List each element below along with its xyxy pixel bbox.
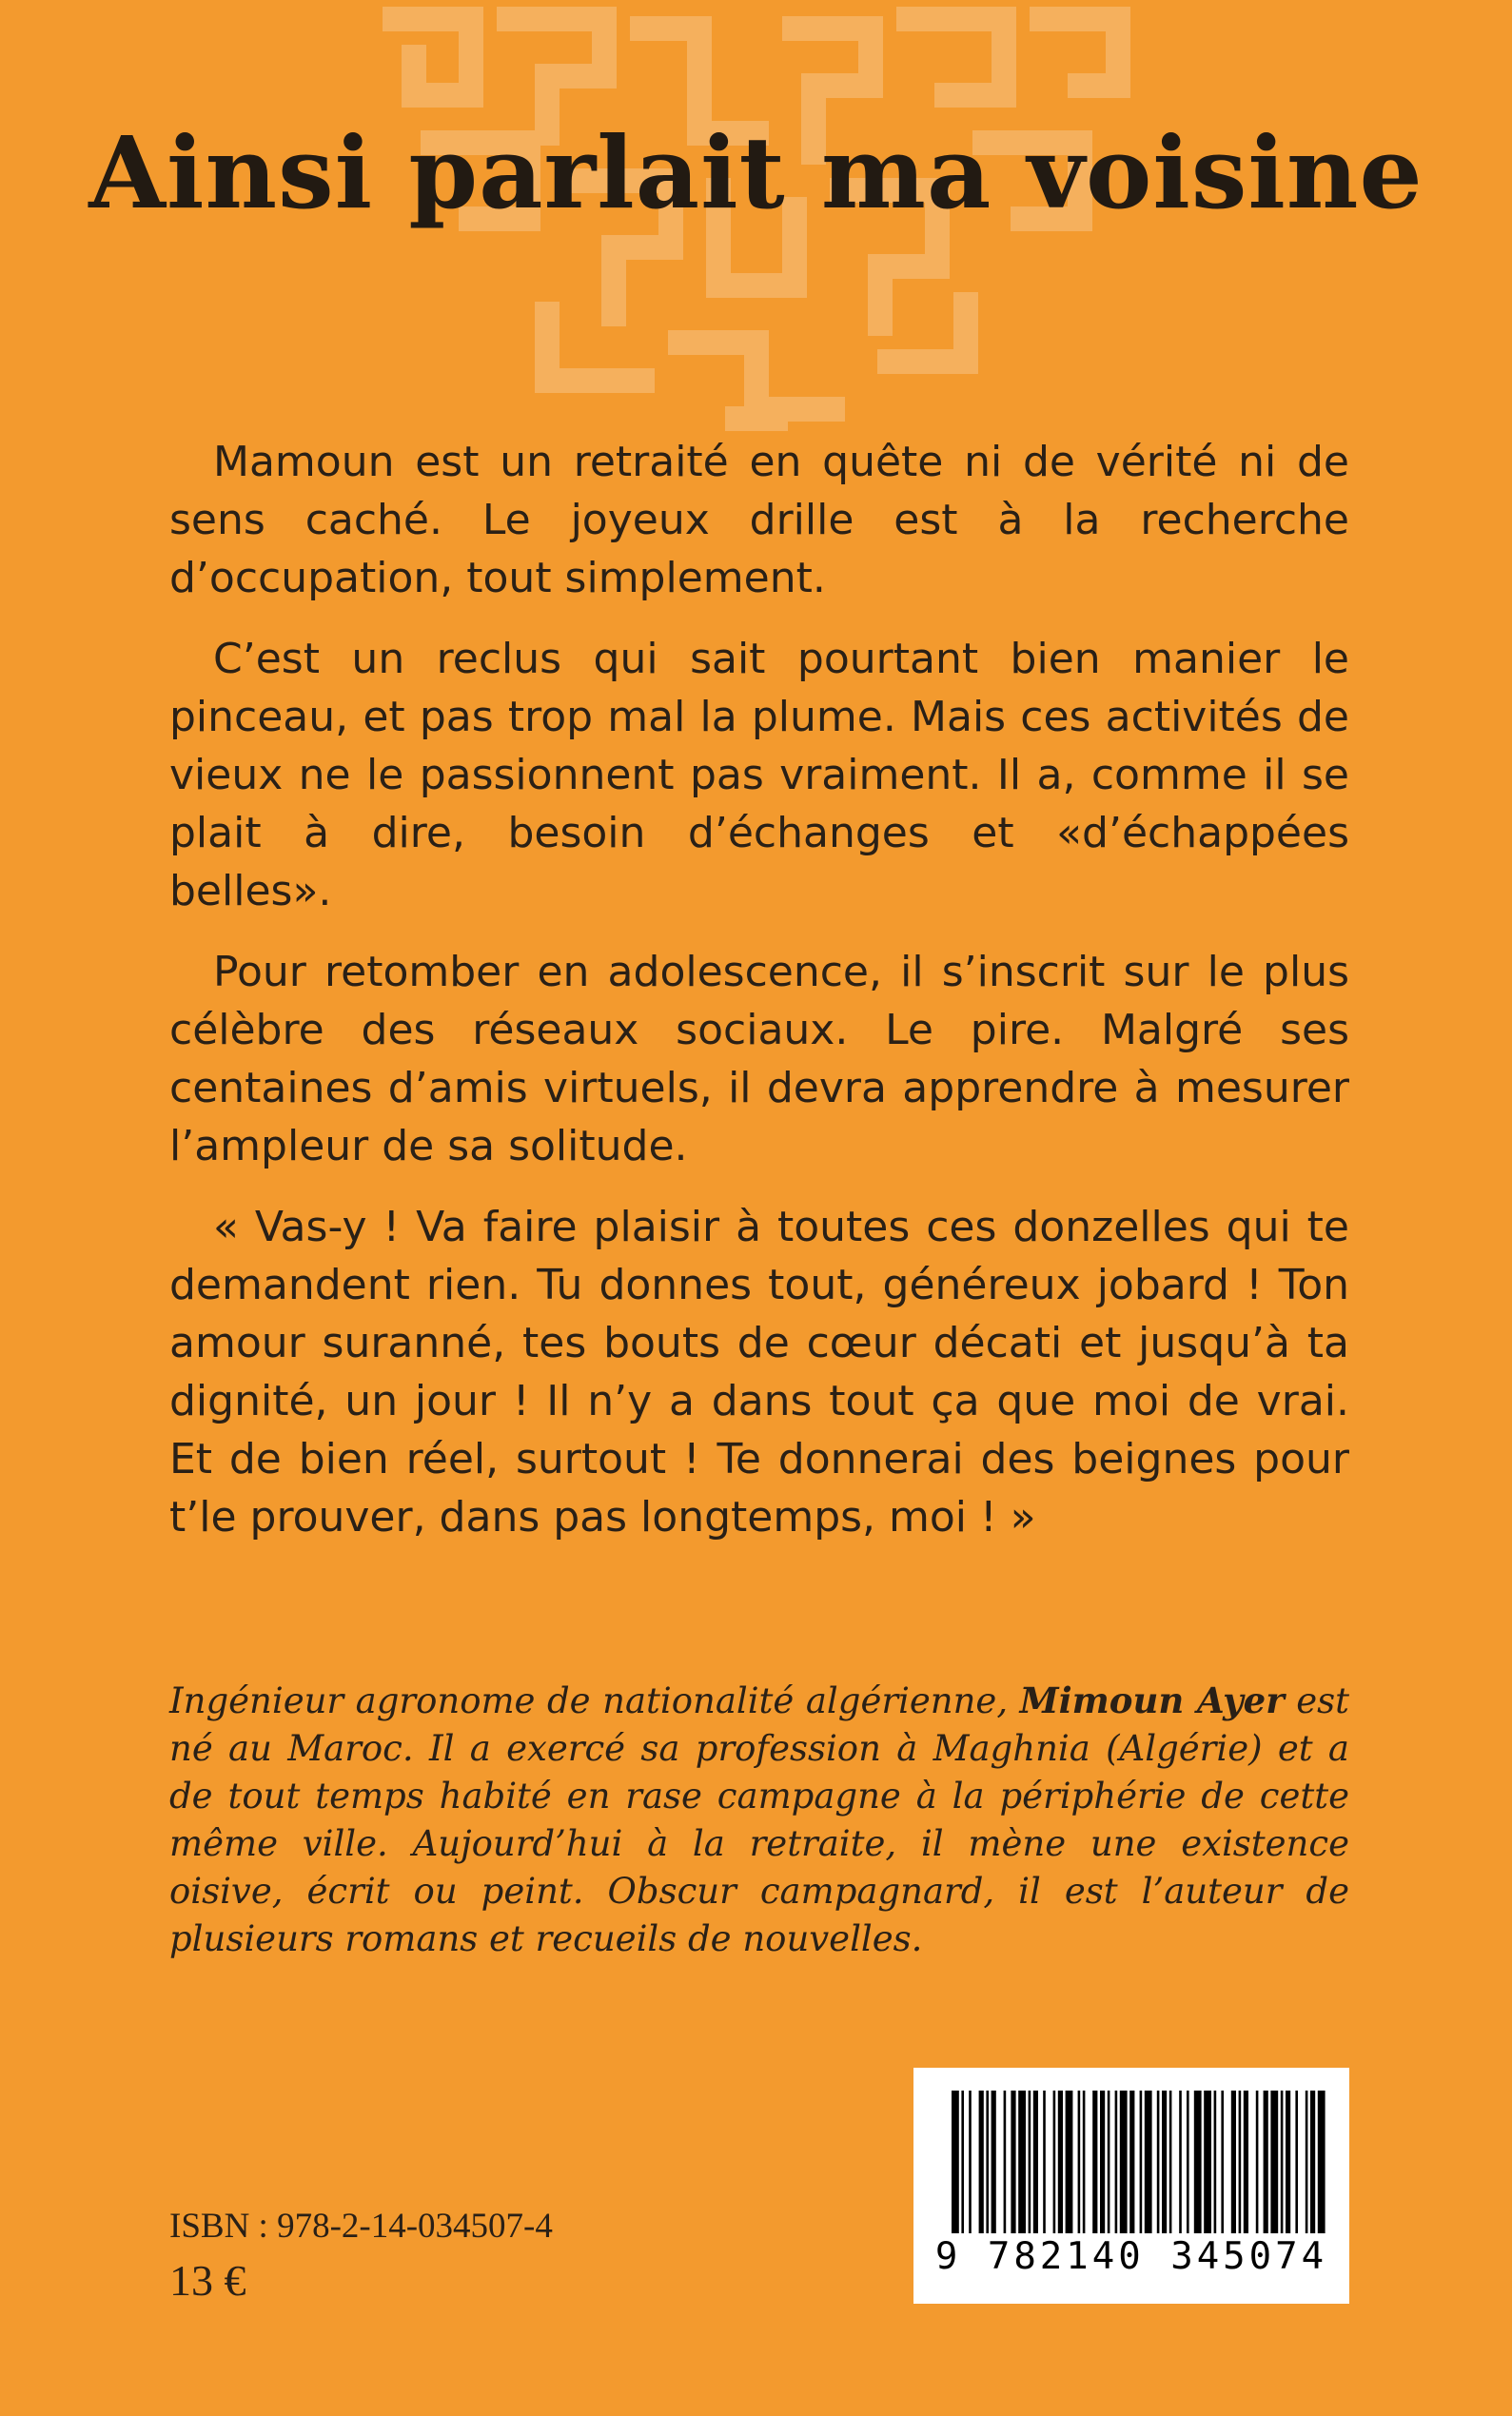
barcode-bar — [1270, 2091, 1278, 2233]
barcode-bar — [1053, 2091, 1056, 2233]
barcode-bar — [1194, 2091, 1202, 2233]
barcode-bar — [1231, 2091, 1236, 2233]
barcode-digits: 9 782140 345074 — [934, 2235, 1328, 2278]
blurb-quote: « Vas-y ! Va faire plaisir à toutes ces donzelles qui te demandent rien. Tu donnes tout, généreux jobard ! Ton amour suranné, tes bouts de cœur décati et jusqu’à ta dignité, un jour ! Il n’y a dans tout ça que moi de vrai. Et de bien réel, surtout ! Te donnerai des beignes pour t’le prouver, dans pas longtemps, moi ! » — [169, 1203, 1349, 1542]
barcode-bar — [1221, 2091, 1224, 2233]
blurb-paragraph: Mamoun est un retraité en quête ni de vérité ni de sens caché. Le joyeux drille est à la recherche d’occupation, tout simplement. — [169, 438, 1349, 602]
barcode-bar — [1129, 2091, 1134, 2233]
barcode-bar — [1306, 2091, 1308, 2233]
barcode-bar — [1179, 2091, 1182, 2233]
barcode-bar — [1256, 2091, 1259, 2233]
bio-text: est né au Maroc. Il a exercé sa profession à Maghnia (Algérie) et a de tout temps habité en rase campagne à la périphérie de cette même ville. Aujourd’hui à la retraite, il mène une existence oisive, écrit ou peint. Obscur campagnard, il est l’auteur de plusieurs romans et recueils de nouvelles. — [169, 1680, 1350, 1959]
barcode-bar — [1286, 2091, 1290, 2233]
barcode-bar — [1145, 2091, 1152, 2233]
barcode-bar — [979, 2091, 984, 2233]
price-label: 13 € — [169, 2256, 246, 2305]
barcode-bar — [1204, 2091, 1211, 2233]
barcode-bar — [1029, 2091, 1031, 2233]
barcode-bar — [1187, 2091, 1189, 2233]
barcode-bar — [1264, 2091, 1268, 2233]
isbn-label: ISBN : 978-2-14-034507-4 — [169, 2207, 553, 2246]
barcode-bar — [1115, 2091, 1118, 2233]
barcode-bar — [986, 2091, 989, 2233]
barcode-bar — [1239, 2091, 1242, 2233]
barcode-bar — [1083, 2091, 1086, 2233]
barcode-bar — [1140, 2091, 1143, 2233]
book-title: Ainsi parlait ma voisine — [88, 114, 1424, 231]
barcode-bar — [1092, 2091, 1097, 2233]
back-cover-blurb — [169, 433, 1349, 1569]
blurb-paragraph: Pour retomber en adolescence, il s’inscrit sur le plus célèbre des réseaux sociaux. Le pire. Malgré ses centaines d’amis virtuels, il devra apprendre à mesurer l’ampleur de sa solitude. — [169, 948, 1349, 1170]
barcode-bar — [1058, 2091, 1063, 2233]
barcode-bar — [1162, 2091, 1167, 2233]
author-bio — [169, 1677, 1349, 1963]
barcode-bar — [1066, 2091, 1073, 2233]
barcode-bar — [1214, 2091, 1217, 2233]
barcode-bar — [1108, 2091, 1110, 2233]
barcode-bar — [1318, 2091, 1325, 2233]
barcode-bar — [1011, 2091, 1015, 2233]
barcode-bar — [1018, 2091, 1026, 2233]
barcode-bar — [1310, 2091, 1315, 2233]
barcode-bar — [1295, 2091, 1298, 2233]
barcode-bar — [969, 2091, 972, 2233]
author-name: Mimoun Ayer — [1019, 1679, 1285, 1721]
barcode-bar — [1004, 2091, 1007, 2233]
barcode-bar — [1033, 2091, 1038, 2233]
barcode-bar — [1281, 2091, 1284, 2233]
bio-intro: Ingénieur agronome de nationalité algérienne, — [169, 1680, 1020, 1721]
barcode-bar — [1169, 2091, 1172, 2233]
barcode-bar — [992, 2091, 996, 2233]
barcode-bar — [1043, 2091, 1046, 2233]
barcode-bar — [1078, 2091, 1081, 2233]
barcode-bar — [961, 2091, 964, 2233]
barcode — [913, 2068, 1349, 2304]
barcode-bar — [1120, 2091, 1128, 2233]
barcode-bar — [952, 2091, 959, 2233]
barcode-bar — [1100, 2091, 1105, 2233]
barcode-bar — [1157, 2091, 1160, 2233]
blurb-paragraph: C’est un reclus qui sait pourtant bien manier le pinceau, et pas trop mal la plume. Mais ces activités de vieux ne le passionnent pas vraiment. Il a, comme il se plait à dire, besoin d’échanges et «d’échappées belles». — [169, 635, 1349, 915]
barcode-bar — [1244, 2091, 1248, 2233]
